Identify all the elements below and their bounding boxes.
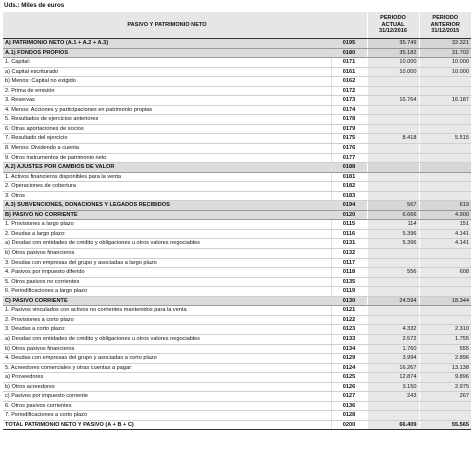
header-current-line3: 31/12/2016	[379, 28, 407, 35]
row-previous-value: 267	[419, 392, 471, 402]
row-label: 3. Reservas	[3, 96, 331, 106]
table-row	[3, 201, 471, 211]
row-previous-value	[419, 172, 471, 182]
row-previous-value: 18.344	[419, 296, 471, 306]
table-row	[3, 325, 471, 335]
table-row	[3, 363, 471, 373]
row-label: A.2) AJUSTES POR CAMBIOS DE VALOR	[3, 163, 331, 173]
row-label: 6. Otras aportaciones de socios	[3, 124, 331, 134]
row-code: 0126	[331, 382, 367, 392]
row-code: 0177	[331, 153, 367, 163]
row-code: 0182	[331, 182, 367, 192]
row-label: 4. Deudas con empresas del grupo y asociadas a corto plazo	[3, 354, 331, 364]
row-previous-value	[419, 249, 471, 259]
row-current-value: 3.150	[367, 382, 419, 392]
row-current-value: 5.396	[367, 239, 419, 249]
row-code: 0119	[331, 287, 367, 297]
row-current-value	[367, 115, 419, 125]
table-row	[3, 287, 471, 297]
table-row	[3, 373, 471, 383]
row-previous-value	[419, 77, 471, 87]
balance-sheet-table	[3, 12, 471, 430]
row-label: 7. Resultado del ejercicio	[3, 134, 331, 144]
units-label: Uds.: Miles de euros	[4, 2, 65, 9]
row-label: 6. Periodificaciones a largo plazo	[3, 287, 331, 297]
row-code: 0122	[331, 315, 367, 325]
row-previous-value	[419, 182, 471, 192]
row-current-value: 1.760	[367, 344, 419, 354]
row-label: b) Otros acreedores	[3, 382, 331, 392]
header-current-line1: PERIODO	[380, 15, 406, 22]
table-row	[3, 163, 471, 173]
table-row	[3, 153, 471, 163]
row-label: a) Deudas con entidades de crédito y obligaciones u otros valores negociables	[3, 334, 331, 344]
row-current-value: 567	[367, 201, 419, 211]
row-current-value: 3.994	[367, 354, 419, 364]
row-label: 2. Operaciones de cobertura	[3, 182, 331, 192]
table-row	[3, 249, 471, 259]
row-current-value: 4.332	[367, 325, 419, 335]
row-previous-value: 4.141	[419, 229, 471, 239]
row-code: 0162	[331, 77, 367, 87]
row-current-value	[367, 182, 419, 192]
row-code: 0125	[331, 373, 367, 383]
table-body	[3, 39, 471, 430]
row-current-value: 35.749	[367, 39, 419, 49]
row-current-value: 8.418	[367, 134, 419, 144]
row-previous-value: 555	[419, 344, 471, 354]
table-row	[3, 334, 471, 344]
row-previous-value	[419, 287, 471, 297]
row-code: 0200	[331, 420, 367, 430]
table-row	[3, 401, 471, 411]
table-row	[3, 354, 471, 364]
row-current-value: 2.572	[367, 334, 419, 344]
table-row	[3, 411, 471, 421]
row-label: 3. Deudas con empresas del grupo y asociadas a largo plazo	[3, 258, 331, 268]
row-label: A.1) FONDOS PROPIOS	[3, 48, 331, 58]
row-code: 0128	[331, 411, 367, 421]
row-current-value: 16.267	[367, 363, 419, 373]
row-current-value	[367, 191, 419, 201]
row-label: 3. Deudas a corto plazo:	[3, 325, 331, 335]
row-label: c) Pasivos por impuesto corriente	[3, 392, 331, 402]
row-code: 0124	[331, 363, 367, 373]
row-current-value: 10.000	[367, 58, 419, 68]
row-label: 5. Otros pasivos no corrientes	[3, 277, 331, 287]
row-current-value	[367, 258, 419, 268]
row-label: 9. Otros instrumentos de patrimonio neto	[3, 153, 331, 163]
row-previous-value	[419, 86, 471, 96]
row-previous-value: 2.975	[419, 382, 471, 392]
row-code: 0117	[331, 258, 367, 268]
header-current-line2: ACTUAL	[381, 21, 405, 28]
row-previous-value	[419, 153, 471, 163]
row-previous-value: 2.896	[419, 354, 471, 364]
row-code: 0172	[331, 86, 367, 96]
header-previous-period	[419, 12, 471, 39]
row-code: 0171	[331, 58, 367, 68]
row-label: 2. Deudas a largo plazo:	[3, 229, 331, 239]
table-row	[3, 144, 471, 154]
row-previous-value: 31.702	[419, 48, 471, 58]
row-current-value	[367, 163, 419, 173]
row-code: 0129	[331, 354, 367, 364]
row-current-value	[367, 287, 419, 297]
row-current-value	[367, 411, 419, 421]
row-previous-value: 1.755	[419, 334, 471, 344]
header-current-period	[367, 12, 419, 39]
header-previous-line1: PERIODO	[432, 15, 459, 22]
row-code: 0133	[331, 334, 367, 344]
row-code: 0188	[331, 163, 367, 173]
table-row	[3, 210, 471, 220]
row-label: A.3) SUBVENCIONES, DONACIONES Y LEGADOS RECIBIDOS	[3, 201, 331, 211]
row-code: 0130	[331, 296, 367, 306]
row-label: 1. Provisiones a largo plazo	[3, 220, 331, 230]
row-code: 0120	[331, 210, 367, 220]
row-previous-value	[419, 115, 471, 125]
row-current-value: 6.666	[367, 210, 419, 220]
row-label: C) PASIVO CORRIENTE	[3, 296, 331, 306]
row-previous-value	[419, 306, 471, 316]
row-label: 2. Provisiones a corto plazo	[3, 315, 331, 325]
table-row	[3, 58, 471, 68]
row-previous-value	[419, 124, 471, 134]
header-label: PASIVO Y PATRIMONIO NETO	[3, 12, 331, 39]
row-previous-value	[419, 105, 471, 115]
table-row	[3, 382, 471, 392]
table-row	[3, 191, 471, 201]
row-previous-value: 10.000	[419, 58, 471, 68]
row-previous-value: 2.310	[419, 325, 471, 335]
table-row	[3, 39, 471, 49]
row-label: 1. Capital:	[3, 58, 331, 68]
row-current-value	[367, 153, 419, 163]
row-previous-value: 619	[419, 201, 471, 211]
row-current-value	[367, 144, 419, 154]
row-code: 0174	[331, 105, 367, 115]
row-label: 7. Periodificaciones a corto plazo	[3, 411, 331, 421]
table-row	[3, 344, 471, 354]
row-code: 0183	[331, 191, 367, 201]
row-label: 6. Otros pasivos corrientes	[3, 401, 331, 411]
table-row	[3, 296, 471, 306]
row-previous-value: 10.000	[419, 67, 471, 77]
table-row	[3, 258, 471, 268]
table-row	[3, 105, 471, 115]
row-previous-value: 608	[419, 268, 471, 278]
row-current-value: 5.396	[367, 229, 419, 239]
table-row	[3, 229, 471, 239]
row-previous-value: 4.141	[419, 239, 471, 249]
row-code: 0118	[331, 268, 367, 278]
row-current-value: 24.594	[367, 296, 419, 306]
row-label: 1. Pasivos vinculados con activos no corrientes mantenidos para la venta	[3, 306, 331, 316]
row-code: 0135	[331, 277, 367, 287]
row-code: 0121	[331, 306, 367, 316]
table-row	[3, 96, 471, 106]
row-current-value	[367, 315, 419, 325]
row-label: 4. Pasivos por impuesto diferido	[3, 268, 331, 278]
row-current-value	[367, 401, 419, 411]
table-row	[3, 277, 471, 287]
table-row	[3, 124, 471, 134]
row-code: 0132	[331, 249, 367, 259]
table-row	[3, 315, 471, 325]
row-code: 0178	[331, 115, 367, 125]
row-label: 5. Acreedores comerciales y otras cuentas a pagar:	[3, 363, 331, 373]
row-previous-value: 4.900	[419, 210, 471, 220]
row-code: 0175	[331, 134, 367, 144]
row-current-value	[367, 86, 419, 96]
header-code	[331, 12, 367, 39]
row-previous-value	[419, 258, 471, 268]
row-previous-value	[419, 163, 471, 173]
row-current-value	[367, 249, 419, 259]
row-label: TOTAL PATRIMONIO NETO Y PASIVO (A + B + C)	[3, 420, 331, 430]
table-row	[3, 67, 471, 77]
row-label: a) Deudas con entidades de crédito y obligaciones u otros valores negociables	[3, 239, 331, 249]
row-current-value	[367, 172, 419, 182]
row-current-value	[367, 277, 419, 287]
row-label: 5. Resultados de ejercicios anteriores	[3, 115, 331, 125]
row-label: b) Menos: Capital no exigido	[3, 77, 331, 87]
row-code: 0123	[331, 325, 367, 335]
row-current-value: 556	[367, 268, 419, 278]
row-previous-value	[419, 277, 471, 287]
row-previous-value: 151	[419, 220, 471, 230]
row-code: 0180	[331, 48, 367, 58]
table-row	[3, 220, 471, 230]
row-current-value	[367, 124, 419, 134]
table-row	[3, 239, 471, 249]
table-row	[3, 115, 471, 125]
table-row	[3, 172, 471, 182]
row-label: a) Proveedores	[3, 373, 331, 383]
header-previous-line2: ANTERIOR	[430, 21, 460, 28]
row-previous-value: 16.187	[419, 96, 471, 106]
table-header-row	[3, 12, 471, 39]
row-previous-value: 5.515	[419, 134, 471, 144]
row-current-value: 66.409	[367, 420, 419, 430]
row-current-value: 16.764	[367, 96, 419, 106]
row-label: a) Capital escriturado	[3, 67, 331, 77]
table-row	[3, 48, 471, 58]
row-label: b) Otros pasivos financieros	[3, 344, 331, 354]
row-current-value	[367, 77, 419, 87]
row-code: 0134	[331, 344, 367, 354]
row-previous-value: 32.321	[419, 39, 471, 49]
row-previous-value	[419, 411, 471, 421]
row-label: B) PASIVO NO CORRIENTE	[3, 210, 331, 220]
row-code: 0194	[331, 201, 367, 211]
row-code: 0173	[331, 96, 367, 106]
row-current-value: 35.182	[367, 48, 419, 58]
table-row	[3, 306, 471, 316]
row-label: 2. Prima de emisión	[3, 86, 331, 96]
table-row	[3, 392, 471, 402]
row-label: A) PATRIMONIO NETO (A.1 + A.2 + A.3)	[3, 39, 331, 49]
row-label: 1. Activos financieros disponibles para la venta	[3, 172, 331, 182]
row-code: 0195	[331, 39, 367, 49]
row-code: 0161	[331, 67, 367, 77]
row-code: 0116	[331, 229, 367, 239]
table-row	[3, 420, 471, 430]
row-previous-value	[419, 144, 471, 154]
header-previous-line3: 31/12/2015	[431, 28, 460, 35]
row-current-value	[367, 306, 419, 316]
table-row	[3, 134, 471, 144]
row-label: 4. Menos: Acciones y participaciones en patrimonio propias	[3, 105, 331, 115]
row-previous-value	[419, 191, 471, 201]
row-code: 0127	[331, 392, 367, 402]
row-code: 0181	[331, 172, 367, 182]
row-current-value: 12.874	[367, 373, 419, 383]
row-current-value: 114	[367, 220, 419, 230]
row-code: 0115	[331, 220, 367, 230]
table-row	[3, 182, 471, 192]
row-current-value	[367, 105, 419, 115]
row-previous-value: 55.565	[419, 420, 471, 430]
row-code: 0179	[331, 124, 367, 134]
row-label: 8. Menos: Dividendo a cuenta	[3, 144, 331, 154]
table-row	[3, 268, 471, 278]
table-row	[3, 77, 471, 87]
row-previous-value: 13.138	[419, 363, 471, 373]
row-previous-value: 9.896	[419, 373, 471, 383]
row-previous-value	[419, 315, 471, 325]
row-code: 0136	[331, 401, 367, 411]
row-previous-value	[419, 401, 471, 411]
row-code: 0131	[331, 239, 367, 249]
row-label: 3. Otros	[3, 191, 331, 201]
row-current-value: 243	[367, 392, 419, 402]
table-row	[3, 86, 471, 96]
row-label: b) Otros pasivos financieros	[3, 249, 331, 259]
row-code: 0176	[331, 144, 367, 154]
row-current-value: 10.000	[367, 67, 419, 77]
